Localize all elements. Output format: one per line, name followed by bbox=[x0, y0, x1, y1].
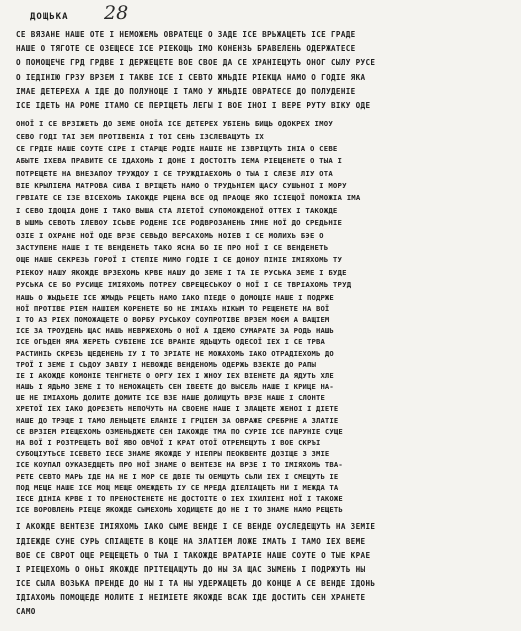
text-line: І АКОЖДЕ ВЕНТЕЗЕ ІМІЯХОМЬ ІАКО СЫМЕ ВЕНДЕ І СЕ ВЕНДЕ ОУСЛЕДЕЩУТЬ НА ЗЕМІЕ bbox=[16, 522, 376, 532]
text-line: ІСЕ ЗА ТРОУДЕНЬ ЩАС НАШЬ НЕВРЖЕХОМЬ О НОЇ А ІДЕМО СУМАРАТЕ ЗА РОДЬ НАШЬ bbox=[16, 326, 334, 336]
text-line: ІЕСЕ ДІНІА КРВЕ І ТО ПРЕНОСТЕНЕТЕ НЕ ДОСТОІТЕ О ІЕХ ІХИЛІЕНІ НОЇ І ТАКОЖЕ bbox=[16, 493, 343, 503]
text-line: ІСЕ ОГЬДЕН ЯМА ЖЕРЕТЬ СУБІЕНЕ ІСЕ ВРАНІЕ ЯДЬЩУТЬ ОДЕСОЇ ІЕХ І СЕ ТРВА bbox=[16, 337, 325, 347]
text-line: ЗАСТУПЕНЕ НАШЕ І ТЕ ВЕНДЕНЕТЬ ТАКО ЯСНА БО ІЕ ПРО НОЇ І СЕ ВЕНДЕНЕТЬ bbox=[16, 243, 329, 253]
text-line: О ІЕДІНІЮ ГРЗУ ВРЗЕМ І ТАКВЕ ІСЕ І СЕВТО ЖМЬДІЕ РІЕКЩА НАМО О ГОДІЕ ЯКА bbox=[16, 72, 366, 82]
text-line: ХРЕТОЇ ІЕХ ІАКО ДОРЕЗЕТЬ НЕПОЧУТЬ НА СВОЕНЕ НАШЕ І ЗЛАЩЕТЕ ЖЕНОІ І ДІЕТЕ bbox=[16, 404, 339, 414]
text-line: В ЫШМЬ СЕВОТЬ ІЛЕВОУ ІСЬВЕ РОДЕНЕ ІСЕ РОДВРОЗАНЕНЬ ІМНЕ НОЇ ДО СРЕДЬНІЕ bbox=[16, 218, 343, 228]
document-title: ДОЩЬКА bbox=[30, 12, 69, 22]
text-line: ІСЕ КОУПАЛ ОУКАЗЕДЩЕТЬ ПРО НОЇ ЗНАМЕ О ВЕНТЕЗЕ НА ВРЗЕ І ТО ІМІЯХОМЬ ТВА- bbox=[16, 460, 343, 470]
paragraph-4 bbox=[16, 520, 511, 619]
text-line: СЕ ВЯЗАНЕ НАШЕ ОТЕ І НЕМОЖЕМЬ ОВРАТЕЦЕ О ЗАДЕ ІСЕ ВРЬЖАЩЕТЬ ІСЕ ГРАДЕ bbox=[16, 30, 356, 39]
text-line: НАШЕ ДО ТРЭЩЕ І ТАМО ЛЕНЬЩЕТЕ ЕЛАНІЕ І ГРЦІЕМ ЗА ОВРАЖЕ СРЕБРНЕ А ЗЛАТІЕ bbox=[16, 415, 339, 425]
text-line: НАШЬ О ЖЫДЬЕІЕ ІСЕ ЖМЫДЬ РЕЩЕТЬ НАМО ІАКО ПІЕДЕ О ДОМОЩІЕ НАШЕ І ПОДРЖЕ bbox=[16, 292, 334, 302]
text-line: СЕ ГРДІЕ НАШЕ СОУТЕ СІРЕ І СТАРЩЕ РОДІЕ НАШІЕ НЕ ІЗВРІЩУТЬ ІНІА О СЕВЕ bbox=[16, 143, 338, 153]
text-line: СУБОЩІУТЬСЕ ІСЕВЕТО ІЕСЕ ЗНАМЕ ЯКОЖДЕ У НІЕПРЫ ПЕОКВЕНТЕ ДОЗІЩЕ З ЗМІЕ bbox=[16, 449, 330, 459]
text-line: НАШЕ О ТЯГОТЕ СЕ ОЗЕЩЕСЕ ІСЕ РІЕКОЩЬ ІМО КОНЕНЗЬ БРАВЕЛЕНЬ ОДЕРЖАТЕСЕ bbox=[16, 44, 356, 54]
text-line: ШЕ НЕ ІМІАХОМЬ ДОЛИТЕ ДОМИТЕ ІСЕ ВЗЕ НАШЕ ДОЛИЩУТЬ ВРЗЕ НАШЕ І СЛОНТЕ bbox=[16, 393, 325, 403]
text-line: ІЕ І АКОЖДЕ КОМОНІЕ ТЕНГНЕТЕ О ОРГУ ІЕХ І ЖНОУ ІЕХ ВІЕНЕТЕ ДА ЯДУТЬ ХЛЕ bbox=[16, 370, 334, 380]
text-line: РЕТЕ СЕВТО МАРЬ ІДЕ НА НЕ І МОР СЕ ДВІЕ ТЫ ОЕМЩУТЬ СЬЛИ ІЕХ І СМЕЩУТЬ ІЕ bbox=[16, 471, 339, 481]
text-line: РАСТИНІЬ СКРЕЗЬ ЩЕДЕНЕНЬ ІУ І ТО ЗРІАТЕ НЕ МОЖАХОМЬ ІАКО ОТРАДІЕХОМЬ ДО bbox=[16, 348, 334, 358]
text-line: ГРВІАТЕ СЕ ІЗЕ ВІСЕХОМЬ ІАКОЖДЕ РЩЕНА ВСЕ ОД ПРАОЩЕ ЯКО ІСІЕЩОЇ ПОМОЖІА ІМА bbox=[16, 193, 361, 203]
paragraph-3 bbox=[16, 292, 511, 516]
text-line: О ПОМОЩЕЧЕ ГРД ГРДВЕ І ДЕРЖЕЩЕТЕ ВОЕ СВОЕ ДА СЕ ХРАНІЕЩУТЬ ОНОГ СЫЛУ РУСЕ bbox=[16, 58, 376, 68]
text-line: ПОД МЕЩЕ НАШЕ ІСЕ МОЩ МЕЩЕ ОМЕЖДЕТЬ ІУ СЕ МРЕДА ДІЕЛІАЩЕТЬ НИ І МЕЖДА ТА bbox=[16, 482, 339, 492]
text-line: СЕВО ГОДІ ТАІ ЗЕМ ПРОТІВЕНІА І ТОІ СЕНЬ ІЗСЛЕВАЩУТЬ ІХ bbox=[16, 131, 265, 141]
text-line: АБЫТЕ ІХЕВА ПРАВИТЕ СЕ ІДАХОМЬ І ДОНЕ І ДОСТОІТЬ ІЕМА РІЕЩЕНЕТЕ О ТЫА І bbox=[16, 156, 343, 166]
text-line: ІСЕ ВОРОВЛЕНЬ РІЕЦЕ ЯКОЖДЕ СЫМЕХОМЬ ХОДИЩЕТЕ ДО НЕ І ТО ЗНАМЕ НАМО РЕЩЕТЬ bbox=[16, 505, 343, 515]
text-line: ВІЕ КРЫЛІЕМА МАТРОВА СИВА І ВРІЩЕТЬ НАМО О ТРУДЬНІЕМ ЩАСУ СУШЬНОІ І МОРУ bbox=[16, 181, 347, 191]
text-line: ІМАЕ ДЕТЕРЕХА А ІДЕ ДО ПОЛУНОЩЕ І ТАМО У ЖМЬДІЕ ОВРАТЕСЕ ДО ПОЛУДЕНІЕ bbox=[16, 86, 356, 96]
text-line: ІСЕ СЫЛА ВОЗЬКА ПРЕНДЕ ДО НЫ І ТА НЫ УДЕРЖАЩЕТЬ ДО КОНЩЕ А СЕ ВЕНДЕ ІДОНЬ bbox=[16, 579, 376, 589]
text-line: ОЩЕ НАШЕ СЕКРЕЗЬ ГОРОЇ І СТЕПІЕ МИМО ГОДІЕ І СЕ ДОНОУ ПІНІЕ ІМІЯХОМЬ ТУ bbox=[16, 255, 343, 265]
text-line: ОЗІЕ І ОХРАНЕ НОЇ ОДЕ ВРЗЕ СЕВЬДО ВЕРСАХОМЬ НОІЕВ І СЕ МОЛИХЬ БЭЕ О bbox=[16, 230, 324, 240]
paragraph-1 bbox=[16, 28, 511, 113]
text-line: ПОТРЕЩЕТЕ НА ВНЕЗАПОУ ТРУЖДОУ І СЕ ТРУЖДІАЕХОМЬ О ТЫА І СЛЕЗЕ ЛІУ ОТА bbox=[16, 168, 333, 178]
document-header bbox=[16, 2, 511, 28]
text-line: СЕ ВРЗІЕМ РІЕЩЕХОМЬ ОЗМЕНЬДЖЕТЕ СЕН ІАКОЖДЕ ТМА ПО СУРІЕ ІСЕ ПАРУНІЕ СУЩЕ bbox=[16, 426, 343, 436]
text-line: ТРОЇ І ЗЕМЕ І СЬДОУ ЗАВІУ І НЕВОЖДЕ ВЕНДЕНОМЬ ОДЕРЖЬ ВЗЕКІЕ ДО РАПЫ bbox=[16, 359, 316, 369]
paragraph-2 bbox=[16, 118, 511, 291]
text-line: ІДІЕЖДЕ СУНЕ СУРЬ СПІАЩЕТЕ В КОЩЕ НА ЗЛАТІЕМ ЛОЖЕ ІМАТЬ І ТАМО ІЕХ ВЕМЕ bbox=[16, 536, 366, 546]
text-line: І СЕВО ІДОЩІА ДОНЕ І ТАКО ВЫША СТА ЛІЕТОЇ СУПОМОЖДЕНОЇ ОТТЕХ І ТАКОЖДЕ bbox=[16, 205, 338, 215]
text-line: ВОЕ СЕ СВРОТ ОЩЕ РЕЩЕЩЕТЬ О ТЫА І ТАКОЖДЕ ВРАТАРІЕ НАШЕ СОУТЕ О ТЫЕ КРАЕ bbox=[16, 550, 371, 560]
text-line: ІСЕ ІДЕТЬ НА РОМЕ ІТАМО СЕ ПЕРІЩЕТЬ ЛЕГЫ І ВОЕ ІНОІ І ВЕРЕ РУТУ ВІКУ ОДЕ bbox=[16, 100, 371, 110]
text-line: НА ВОЇ І РОЗТРЕЩЕТЬ ВОЇ ЯВО ОВЧОЇ І КРАТ ОТОЇ ОТРЕМЕЩУТЬ І ВОЕ СКРЪІ bbox=[16, 438, 321, 448]
text-line: РІЕКОУ НАШУ ЯКОЖДЕ ВРЗЕХОМЬ КРВЕ НАШУ ДО ЗЕМЕ І ТА ІЕ РУСЬКА ЗЕМЕ І БУДЕ bbox=[16, 267, 347, 277]
text-line: НАШЬ І ЯДЬМО ЗЕМЕ І ТО НЕМОЖАЩЕТЬ СЕН ІВЕЕТЕ ДО ВЫСЕЛЬ НАШЕ І КРИЦЕ НА- bbox=[16, 382, 334, 392]
text-line: РУСЬКА СЕ БО РУСИЩЕ ІМІЯХОМЬ ПОТРЕУ СВРЕЩЕСЬКОУ О НОЇ І СЕ ТВРІАХОМЬ ТРУД bbox=[16, 280, 352, 290]
handwritten-page-number: 28 bbox=[104, 2, 129, 24]
text-line: ІДІАХОМЬ ПОМОЩЕДЕ МОЛИТЕ І НЕІМІЕТЕ ЯКОЖДЕ ВСАК ІДЕ ДОСТИТЬ СЕН ХРАНЕТЕ bbox=[16, 593, 366, 603]
text-line: І ТО АЗ РІЕХ ПОМОЖАЩЕТЕ О ВОРБУ РУСЬКОУ СОУПРОТІВЕ ВРЗЕМ МОЄМ А ВАЩІЕМ bbox=[16, 314, 330, 324]
text-line: САМО bbox=[16, 607, 36, 617]
text-line: ОНОЇ І СЕ ВРЗІЖЕТЬ ДО ЗЕМЕ ОНОЇА ІСЕ ДЕТЕРЕХ УБІЕНЬ БИЩЬ ОДОКРЕХ ІМОУ bbox=[16, 119, 333, 129]
text-line: НОЇ ПРОТІВЕ РІЕМ НАШІЕМ КОРЕНЕТЕ БО НЕ ІМІАХЬ НІКЫМ ТО РЕЩЕНЕТЕ НА ВОЇ bbox=[16, 303, 330, 313]
text-line: І РІЕЩЕХОМЬ О ОНЬІ ЯКОЖДЕ ПРІТЕЩАЩУТЬ ДО НЫ ЗА ЩАС ЗЫМЕНЬ І ПОДРЖУТЬ НЫ bbox=[16, 564, 366, 574]
